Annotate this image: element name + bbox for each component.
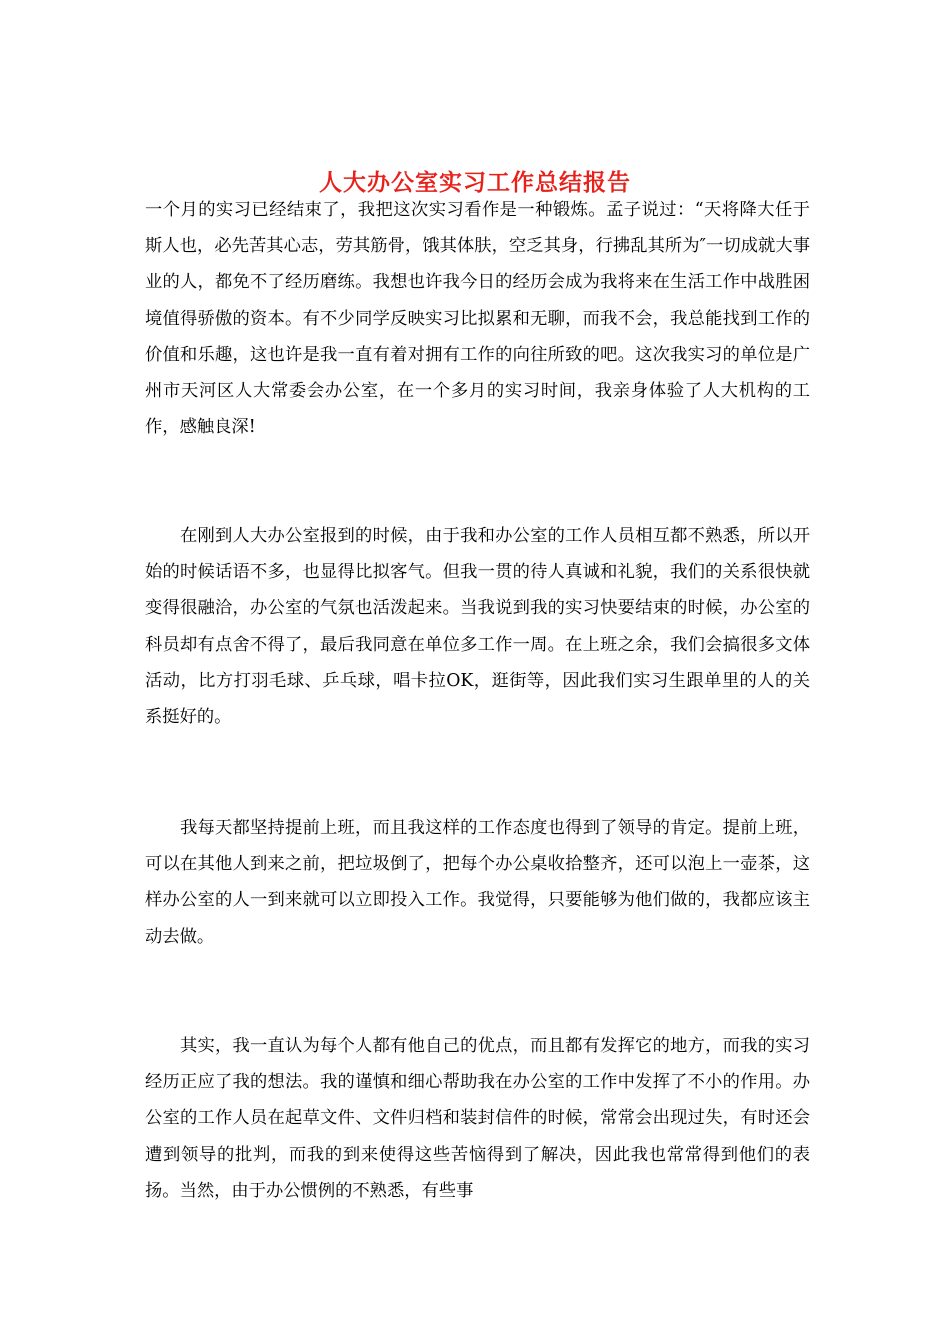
paragraph-1: 一个月的实习已经结束了，我把这次实习看作是一种锻炼。孟子说过：“天将降大任于斯人也，必先苦其心志，劳其筋骨，饿其体肤，空乏其身，行拂乱其所为″一切成就大事业的人，都免不了经历磨练。我想也许我今日的经历会成为我将来在生活工作中战胜困境值得骄傲的资本。有不少同学反映实习比拟累和无聊，而我不会，我总能找到工作的价值和乐趣，这也许是我一直有着对拥有工作的向往所致的吧。这次我实习的单位是广州市天河区人大常委会办公室，在一个多月的实习时间，我亲身体验了人大机构的工作，感触良深! [145,200,810,438]
paragraph-3: 我每天都坚持提前上班，而且我这样的工作态度也得到了领导的肯定。提前上班，可以在其他人到来之前，把垃圾倒了，把每个办公桌收拾整齐，还可以泡上一壶茶，这样办公室的人一到来就可以立即投入工作。我觉得，只要能够为他们做的，我都应该主动去做。 [145,818,810,947]
paragraph-4: 其实，我一直认为每个人都有他自己的优点，而且都有发挥它的地方，而我的实习经历正应了我的想法。我的谨慎和细心帮助我在办公室的工作中发挥了不小的作用。办公室的工作人员在起草文件、文件归档和装封信件的时候，常常会出现过失，有时还会遭到领导的批判，而我的到来使得这些苦恼得到了解决，因此我也常常得到他们的表扬。当然，由于办公惯例的不熟悉，有些事 [145,1036,810,1201]
page-title: 人大办公室实习工作总结报告 [319,169,631,197]
paragraph-2: 在刚到人大办公室报到的时候，由于我和办公室的工作人员相互都不熟悉，所以开始的时候话语不多，也显得比拟客气。但我一贯的待人真诚和礼貌，我们的关系很快就变得很融洽，办公室的气氛也活泼起来。当我说到我的实习快要结束的时候，办公室的科员却有点舍不得了，最后我同意在单位多工作一周。在上班之余，我们会搞很多文体活动，比方打羽毛球、乒乓球，唱卡拉OK，逛街等，因此我们实习生跟单里的人的关系挺好的。 [145,526,810,728]
